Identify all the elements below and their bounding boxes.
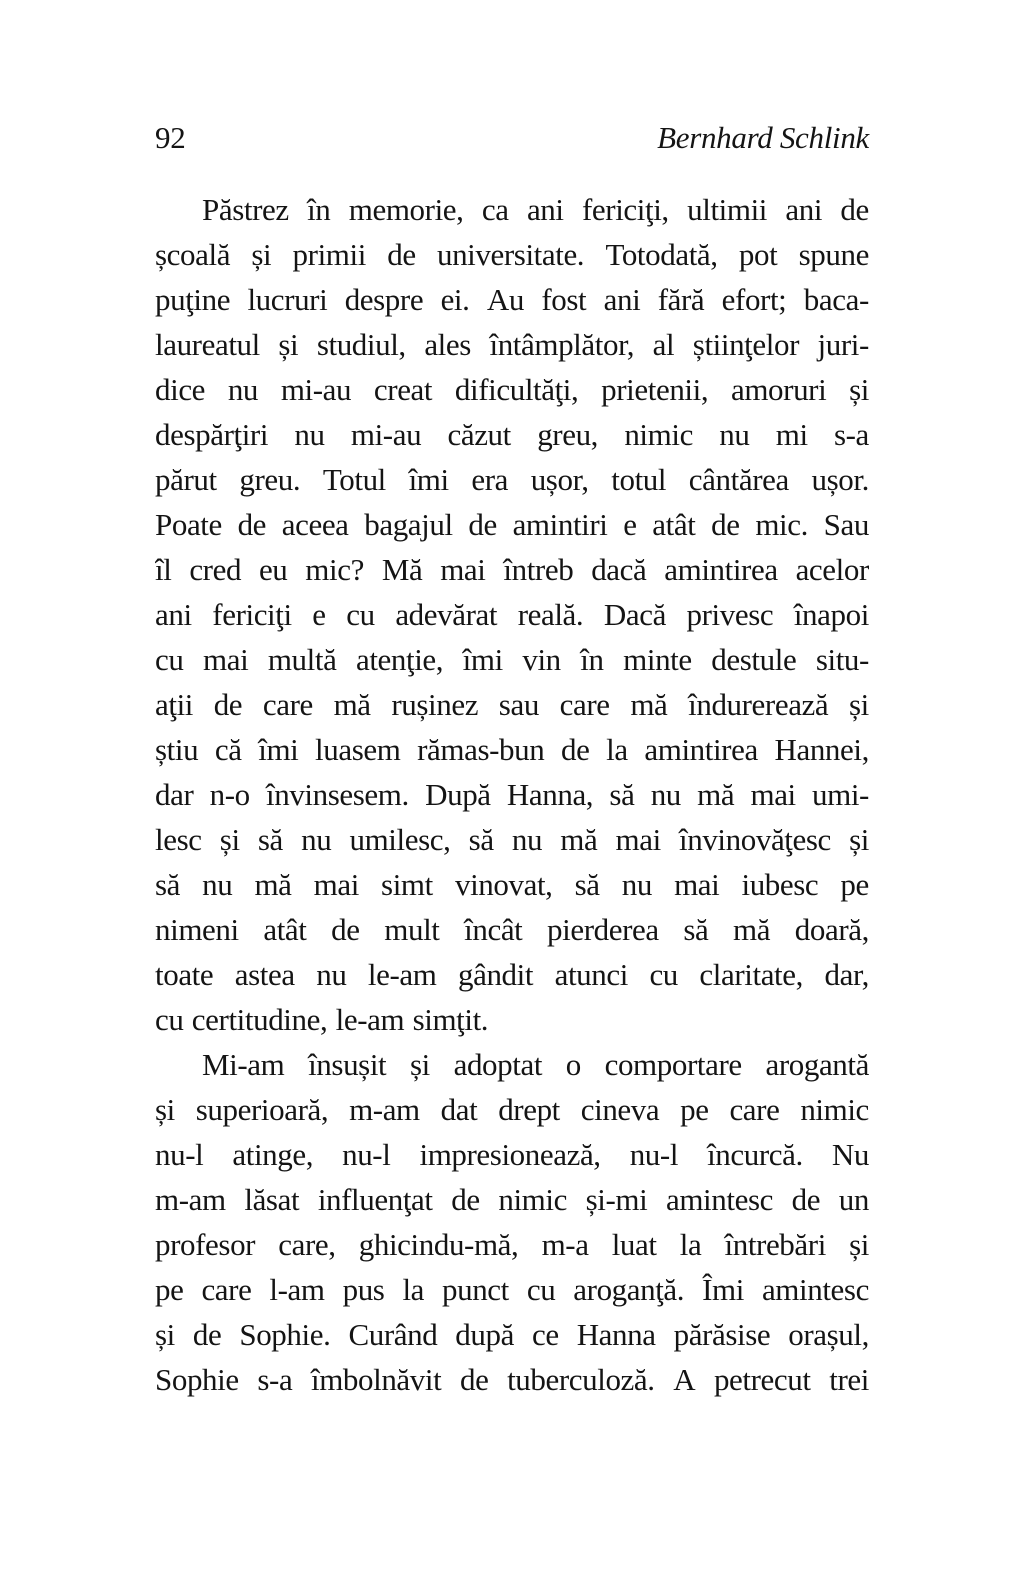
text-line: dice nu mi-au creat dificultăţi, prietenii, amoruri și xyxy=(155,372,869,407)
page-number: 92 xyxy=(155,120,186,155)
text-line: profesor care, ghicindu-mă, m-a luat la întrebări și xyxy=(155,1227,869,1262)
running-head-author: Bernhard Schlink xyxy=(657,120,869,155)
paragraph-2 xyxy=(155,1042,869,1402)
text-line: aţii de care mă rușinez sau care mă îndurerează și xyxy=(155,687,869,722)
text-line: lesc și să nu umilesc, să nu mă mai învinovăţesc și xyxy=(155,822,869,857)
text-line: ani fericiţi e cu adevărat reală. Dacă privesc înapoi xyxy=(155,597,869,632)
text-line: dar n-o învinsesem. După Hanna, să nu mă mai umi- xyxy=(155,777,869,812)
text-line: știu că îmi luasem rămas-bun de la amintirea Hannei, xyxy=(155,732,869,767)
text-line: toate astea nu le-am gândit atunci cu claritate, dar, xyxy=(155,957,869,992)
text-line: despărţiri nu mi-au căzut greu, nimic nu mi s-a xyxy=(155,417,869,452)
text-line: cu certitudine, le-am simţit. xyxy=(155,1002,489,1037)
text-line: îl cred eu mic? Mă mai întreb dacă amintirea acelor xyxy=(155,552,869,587)
text-line: nimeni atât de mult încât pierderea să mă doară, xyxy=(155,912,869,947)
text-line: m-am lăsat influenţat de nimic și-mi amintesc de un xyxy=(155,1182,869,1217)
text-line: părut greu. Totul îmi era ușor, totul cântărea ușor. xyxy=(155,462,869,497)
text-line: nu-l atinge, nu-l impresionează, nu-l încurcă. Nu xyxy=(155,1137,869,1172)
text-line: și de Sophie. Curând după ce Hanna părăsise orașul, xyxy=(155,1317,869,1352)
text-line: Sophie s-a îmbolnăvit de tuberculoză. A petrecut trei xyxy=(155,1362,869,1397)
text-line: Poate de aceea bagajul de amintiri e atât de mic. Sau xyxy=(155,507,869,542)
text-line: să nu mă mai simt vinovat, să nu mai iubesc pe xyxy=(155,867,869,902)
text-line: Mi-am însușit și adoptat o comportare arogantă xyxy=(202,1047,869,1082)
paragraph-1 xyxy=(155,187,869,1042)
running-header xyxy=(155,118,869,158)
text-line: cu mai multă atenţie, îmi vin în minte destule situ- xyxy=(155,642,869,677)
text-line: și superioară, m-am dat drept cineva pe care nimic xyxy=(155,1092,869,1127)
text-line: puţine lucruri despre ei. Au fost ani fără efort; baca- xyxy=(155,282,869,317)
text-line: laureatul și studiul, ales întâmplător, al știinţelor juri- xyxy=(155,327,869,362)
text-line: școală și primii de universitate. Totodată, pot spune xyxy=(155,237,869,272)
text-line: Păstrez în memorie, ca ani fericiţi, ultimii ani de xyxy=(202,192,869,227)
text-line: pe care l-am pus la punct cu aroganţă. Îmi amintesc xyxy=(155,1272,869,1307)
body-text-column xyxy=(155,187,869,1402)
